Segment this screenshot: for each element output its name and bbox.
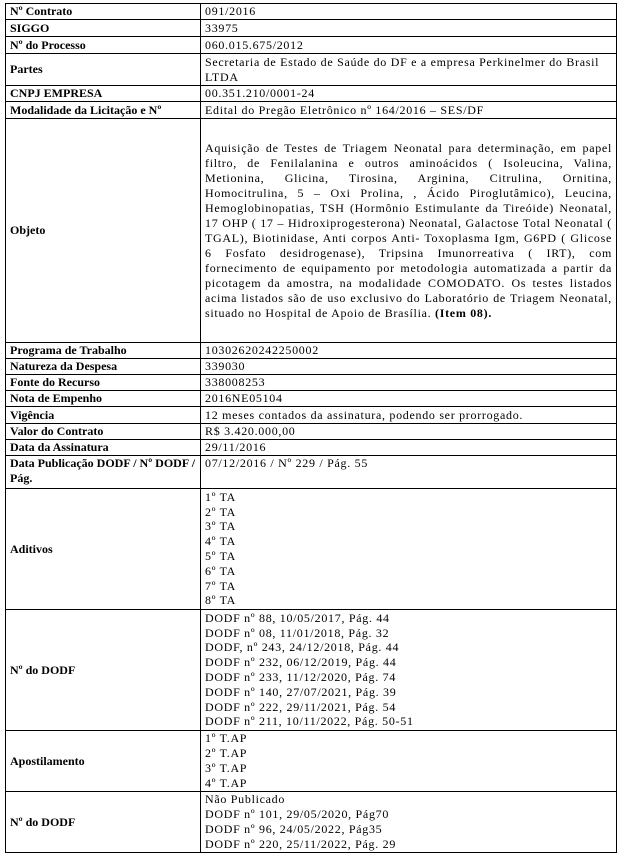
row-programa — [6, 343, 617, 359]
row-objeto — [6, 119, 617, 343]
label-programa: Programa de Trabalho — [6, 343, 201, 359]
dodf-item: DODF nº 88, 10/05/2017, Pág. 44 — [205, 610, 390, 625]
label-contrato: Nº Contrato — [6, 4, 201, 20]
row-partes — [6, 54, 617, 86]
value-partes: Secretaria de Estado de Saúde do DF e a empresa Perkinelmer do Brasil LTDA — [201, 54, 617, 86]
apostilamento-item: 1º T.AP — [205, 731, 248, 746]
label-aditivos: Aditivos — [6, 489, 201, 610]
row-processo — [6, 37, 617, 54]
value-apostilamento — [201, 731, 617, 792]
label-modalidade: Modalidade da Licitação e Nº — [6, 102, 201, 119]
label-dodf-aditivos: Nº do DODF — [6, 610, 201, 731]
row-apostilamento — [6, 731, 617, 792]
value-natureza: 339030 — [201, 359, 617, 375]
aditivo-item: 3º TA — [205, 519, 237, 534]
row-valor — [6, 424, 617, 440]
value-aditivos — [201, 489, 617, 610]
value-objeto — [201, 119, 617, 343]
aditivo-item: 6º TA — [205, 563, 237, 578]
aditivo-item: 7º TA — [205, 578, 237, 593]
label-fonte: Fonte do Recurso — [6, 375, 201, 391]
dodf-item: DODF nº 140, 27/07/2021, Pág. 39 — [205, 684, 397, 699]
label-apostilamento: Apostilamento — [6, 731, 201, 792]
value-publicacao: 07/12/2016 / Nº 229 / Pág. 55 — [201, 456, 617, 489]
dodf-item: DODF nº 232, 06/12/2019, Pág. 44 — [205, 655, 397, 670]
label-publicacao: Data Publicação DODF / Nº DODF / Pág. — [6, 456, 201, 489]
value-contrato: 091/2016 — [201, 4, 617, 20]
row-contrato — [6, 4, 617, 20]
dodf-item: DODF nº 96, 24/05/2022, Pág35 — [205, 822, 383, 836]
value-cnpj: 00.351.210/0001-24 — [201, 86, 617, 102]
value-siggo: 33975 — [201, 20, 617, 37]
value-programa: 10302620242250002 — [201, 343, 617, 359]
dodf-item: DODF nº 101, 29/05/2020, Pág70 — [205, 807, 390, 822]
label-empenho: Nota de Empenho — [6, 391, 201, 407]
row-dodf-aditivos — [6, 610, 617, 731]
aditivo-item: 2º TA — [205, 504, 237, 519]
label-cnpj: CNPJ EMPRESA — [6, 86, 201, 102]
label-valor: Valor do Contrato — [6, 424, 201, 440]
contract-sheet — [5, 3, 617, 853]
apostilamento-item: 4º T.AP — [205, 775, 248, 790]
value-dodf-apostilamento — [201, 792, 617, 853]
label-siggo: SIGGO — [6, 20, 201, 37]
aditivo-item: 4º TA — [205, 534, 237, 549]
row-empenho — [6, 391, 617, 407]
objeto-text: Aquisição de Testes de Triagem Neonatal para determinação, em papel filtro, de Fenilalanina e outros aminoácidos ( Isoleucina, Valina, Metionina, Glicina, Tirosina, Arginina, Citrulina, Ornitina, Homocitrulina, 5 – Oxi Prolina, , Ácido Piroglutâmico), Leucina, Hemoglobinopatias, TSH (Hormônio Estimulante da Tireóide) Neonatal, 17 OHP ( 17 – Hidroxiprogesterona) Neonatal, Galactose Total Neonatal ( TGAL), Biotinidase, Anti corpos Anti- Toxoplasma Igm, G6PD ( Glicose 6 Fosfato desidrogenase), Tripsina Imunorreativa ( IRT), com fornecimento de equipamento por metodologia automatizada a partir da picotagem da amostra, na modalidade COMODATO. Os testes listados acima listados são de uso exclusivo do Laboratório de Triagem Neonatal, situado no Hospital de Apoio de Brasília. — [205, 140, 612, 320]
contract-table — [5, 3, 617, 853]
row-vigencia — [6, 407, 617, 424]
dodf-item: DODF nº 08, 11/01/2018, Pág. 32 — [205, 625, 390, 640]
dodf-item: DODF nº 220, 25/11/2022, Pág. 29 — [205, 836, 397, 851]
label-objeto: Objeto — [6, 119, 201, 343]
value-assinatura: 29/11/2016 — [201, 440, 617, 456]
dodf-item: DODF nº 211, 10/11/2022, Pág. 50-51 — [205, 714, 414, 729]
label-vigencia: Vigência — [6, 407, 201, 424]
dodf-item: DODF nº 233, 11/12/2020, Pág. 74 — [205, 670, 397, 684]
value-valor: R$ 3.420.000,00 — [201, 424, 617, 440]
label-processo: Nº do Processo — [6, 37, 201, 54]
row-siggo — [6, 20, 617, 37]
row-natureza — [6, 359, 617, 375]
aditivo-item: 8º TA — [205, 593, 237, 608]
row-aditivos — [6, 489, 617, 610]
aditivo-item: 1º TA — [205, 489, 237, 504]
value-processo: 060.015.675/2012 — [201, 37, 617, 54]
value-dodf-aditivos — [201, 610, 617, 731]
aditivo-item: 5º TA — [205, 549, 237, 563]
value-fonte: 338008253 — [201, 375, 617, 391]
value-modalidade: Edital do Pregão Eletrônico nº 164/2016 – SES/DF — [201, 102, 617, 119]
row-cnpj — [6, 86, 617, 102]
label-natureza: Natureza da Despesa — [6, 359, 201, 375]
value-vigencia: 12 meses contados da assinatura, podendo ser prorrogado. — [201, 407, 617, 424]
dodf-item: DODF nº 222, 29/11/2021, Pág. 54 — [205, 699, 397, 714]
row-publicacao — [6, 456, 617, 489]
row-assinatura — [6, 440, 617, 456]
row-fonte — [6, 375, 617, 391]
dodf-item: DODF, nº 243, 24/12/2018, Pág. 44 — [205, 640, 400, 655]
objeto-item: (Item 08). — [435, 305, 493, 320]
dodf-item: Não Publicado — [205, 792, 286, 807]
apostilamento-item: 2º T.AP — [205, 746, 248, 761]
row-modalidade — [6, 102, 617, 119]
label-assinatura: Data da Assinatura — [6, 440, 201, 456]
label-partes: Partes — [6, 54, 201, 86]
value-empenho: 2016NE05104 — [201, 391, 617, 407]
row-dodf-apostilamento — [6, 792, 617, 853]
apostilamento-item: 3º T.AP — [205, 761, 248, 775]
label-dodf-apostilamento: Nº do DODF — [6, 792, 201, 853]
